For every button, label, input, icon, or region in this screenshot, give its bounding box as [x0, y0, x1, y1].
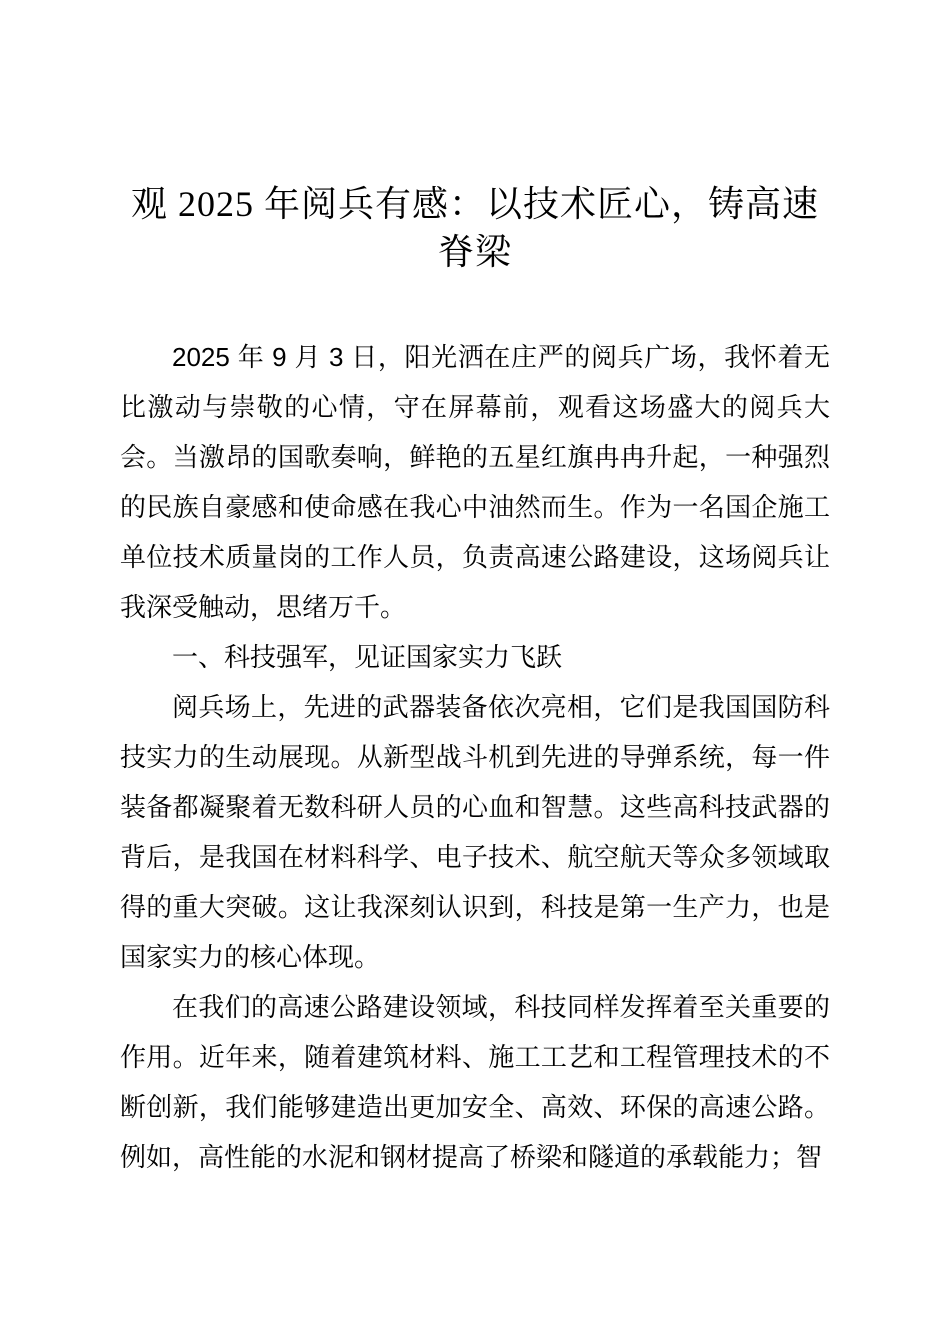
paragraph-highway-tech: 在我们的高速公路建设领域，科技同样发挥着至关重要的作用。近年来，随着建筑材料、施工工艺和工程管理技术的不断创新，我们能够建造出更加安全、高效、环保的高速公路。例如，高性能的水泥和钢材提高了桥梁和隧道的承载能力；智 [120, 992, 830, 1172]
paragraph-parade-tech: 阅兵场上，先进的武器装备依次亮相，它们是我国国防科技实力的生动展现。从新型战斗机到先进的导弹系统，每一件装备都凝聚着无数科研人员的心血和智慧。这些高科技武器的背后，是我国在材料科学、电子技术、航空航天等众多领域取得的重大突破。这让我深刻认识到，科技是第一生产力，也是国家实力的核心体现。 [120, 692, 830, 972]
document-body [120, 332, 830, 1182]
section-heading: 一、科技强军，见证国家实力飞跃 [172, 642, 563, 672]
paragraph-intro: 2025 年 9 月 3 日，阳光洒在庄严的阅兵广场，我怀着无比激动与崇敬的心情，守在屏幕前，观看这场盛大的阅兵大会。当激昂的国歌奏响，鲜艳的五星红旗冉冉升起，一种强烈的民族自豪感和使命感在我心中油然而生。作为一名国企施工单位技术质量岗的工作人员，负责高速公路建设，这场阅兵让我深受触动，思绪万千。 [120, 342, 830, 622]
document-title: 观 2025 年阅兵有感：以技术匠心，铸高速脊梁 [130, 184, 819, 272]
